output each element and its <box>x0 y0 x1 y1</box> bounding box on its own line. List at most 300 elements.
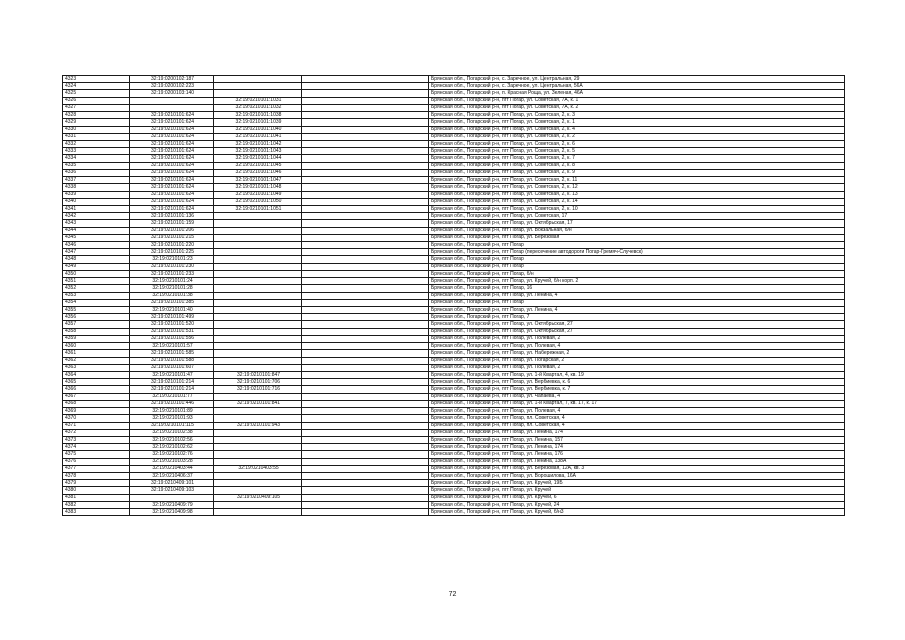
cell-extra-info <box>302 285 429 292</box>
cell-extra-info <box>302 400 429 407</box>
cell-extra-info <box>302 169 429 176</box>
cell-extra-info <box>302 140 429 147</box>
cell-address: Брянская обл., Погарский р-н, пгт Погар, ул. Кручей, 6 <box>429 494 845 501</box>
cell-row-number: 4360 <box>63 343 130 350</box>
table-row <box>63 169 845 176</box>
cell-address: Брянская обл., Погарский р-н, пгт Погар, б/н <box>429 270 845 277</box>
cell-object-number <box>214 299 302 306</box>
table-row <box>63 242 845 249</box>
cell-object-number <box>214 408 302 415</box>
cell-cadastral-number: 32:19:0210101:624 <box>130 140 214 147</box>
cell-row-number: 4366 <box>63 386 130 393</box>
cell-object-number <box>214 458 302 465</box>
cell-row-number: 4342 <box>63 213 130 220</box>
table-row <box>63 415 845 422</box>
table-row <box>63 205 845 212</box>
cell-row-number: 4382 <box>63 501 130 508</box>
cell-address: Брянская обл., Погарский р-н, пгт Погар, ул. Вербиевка, к. 6 <box>429 379 845 386</box>
cell-address: Брянская обл., Погарский р-н, пгт Погар, ул. Советская, 2, к. 3 <box>429 112 845 119</box>
cell-cadastral-number: 32:19:0210409:98 <box>130 509 214 516</box>
cell-row-number: 4345 <box>63 234 130 241</box>
table-row <box>63 112 845 119</box>
cell-address: Брянская обл., Погарский р-н, пгт Погар, ул. Советская, 2, к. 8 <box>429 162 845 169</box>
cell-extra-info <box>302 148 429 155</box>
table-row <box>63 140 845 147</box>
cell-object-number <box>214 270 302 277</box>
cell-cadastral-number: 32:19:0210102:76 <box>130 451 214 458</box>
cell-address: Брянская обл., Погарский р-н, пгт Погар, ул. 1-й Квартал, 7, кв. 17, к. 17 <box>429 400 845 407</box>
table-row <box>63 494 845 501</box>
cell-cadastral-number: 32:19:0210409:103 <box>130 487 214 494</box>
cell-object-number: 32:19:0210101:1039 <box>214 119 302 126</box>
table-row <box>63 155 845 162</box>
table-row <box>63 328 845 335</box>
cell-cadastral-number: 32:19:0210409:101 <box>130 480 214 487</box>
cell-address: Брянская обл., Погарский р-н, пгт Погар <box>429 242 845 249</box>
table-row <box>63 458 845 465</box>
cell-address: Брянская обл., Погарский р-н, пгт Погар, ул. Советская, 2, к. 4 <box>429 126 845 133</box>
cell-address: Брянская обл., Погарский р-н, пгт Погар, ул. Октябрьская, 27 <box>429 321 845 328</box>
cell-object-number <box>214 501 302 508</box>
cell-object-number: 32:19:0210101:1041 <box>214 133 302 140</box>
cell-cadastral-number: 32:19:0210101:624 <box>130 133 214 140</box>
cell-row-number: 4371 <box>63 422 130 429</box>
cell-address: Брянская обл., Погарский р-н, пгт Погар, ул. Набережная, 2 <box>429 350 845 357</box>
table-row <box>63 436 845 443</box>
cell-address: Брянская обл., Погарский р-н, пгт Погар, ул. Советская, 2, к. 12 <box>429 184 845 191</box>
table-row <box>63 177 845 184</box>
cell-extra-info <box>302 198 429 205</box>
cell-cadastral-number: 32:19:0210101:215 <box>130 234 214 241</box>
cell-extra-info <box>302 364 429 371</box>
cell-row-number: 4381 <box>63 494 130 501</box>
table-row <box>63 444 845 451</box>
cell-object-number: 32:19:0210101:841 <box>214 400 302 407</box>
cell-row-number: 4350 <box>63 270 130 277</box>
cell-row-number: 4341 <box>63 205 130 212</box>
table-row <box>63 148 845 155</box>
cell-row-number: 4380 <box>63 487 130 494</box>
cell-cadastral-number: 32:19:0210101:624 <box>130 205 214 212</box>
cell-extra-info <box>302 458 429 465</box>
cell-extra-info <box>302 104 429 111</box>
cell-object-number <box>214 278 302 285</box>
cell-cadastral-number: 32:19:0210101:47 <box>130 371 214 378</box>
table-row <box>63 285 845 292</box>
cell-object-number <box>214 451 302 458</box>
cell-cadastral-number: 32:19:0210101:38 <box>130 292 214 299</box>
cell-object-number <box>214 335 302 342</box>
cell-address: Брянская обл., Погарский р-н, пгт Погар, ул. Кручей, 19Б <box>429 480 845 487</box>
cell-cadastral-number: 32:19:0210101:624 <box>130 184 214 191</box>
cell-cadastral-number: 32:19:0210101:624 <box>130 177 214 184</box>
cell-object-number: 32:19:0210101:1047 <box>214 177 302 184</box>
cell-row-number: 4373 <box>63 436 130 443</box>
cell-object-number <box>214 220 302 227</box>
cell-extra-info <box>302 343 429 350</box>
cell-address: Брянская обл., Погарский р-н, с. Заречное, ул. Центральная, 56А <box>429 83 845 90</box>
cell-cadastral-number: 32:19:0210101:446 <box>130 400 214 407</box>
table-row <box>63 487 845 494</box>
cell-cadastral-number <box>130 494 214 501</box>
cell-address: Брянская обл., Погарский р-н, пгт Погар, ул. Кручей, б/н корп. 2 <box>429 278 845 285</box>
cell-address: Брянская обл., Погарский р-н, пгт Погар, ул. Кручей <box>429 487 845 494</box>
cell-extra-info <box>302 408 429 415</box>
page-number: 72 <box>448 591 457 598</box>
cell-address: Брянская обл., Погарский р-н, пгт Погар, ул. Советская, 2, к. 5 <box>429 148 845 155</box>
cell-cadastral-number: 32:19:0210101:624 <box>130 162 214 169</box>
cell-object-number: 32:19:0210403:55 <box>214 465 302 472</box>
cell-address: Брянская обл., Погарский р-н, пгт Погар, ул. 1-й Квартал, 4, кв. 19 <box>429 371 845 378</box>
cell-extra-info <box>302 307 429 314</box>
cell-row-number: 4351 <box>63 278 130 285</box>
cell-cadastral-number: 32:19:0210101:220 <box>130 242 214 249</box>
cell-object-number: 32:19:0210101:1044 <box>214 155 302 162</box>
cell-row-number: 4376 <box>63 458 130 465</box>
cell-object-number <box>214 256 302 263</box>
cell-cadastral-number <box>130 104 214 111</box>
table-row <box>63 184 845 191</box>
cell-object-number: 32:19:0210101:1046 <box>214 169 302 176</box>
table-row <box>63 191 845 198</box>
registry-table-body <box>63 76 845 516</box>
cell-row-number: 4333 <box>63 148 130 155</box>
table-row <box>63 256 845 263</box>
cell-cadastral-number: 32:19:0210101:624 <box>130 112 214 119</box>
table-row <box>63 270 845 277</box>
cell-cadastral-number: 32:19:0210101:159 <box>130 220 214 227</box>
table-row <box>63 234 845 241</box>
cell-extra-info <box>302 256 429 263</box>
cell-extra-info <box>302 177 429 184</box>
cell-object-number <box>214 307 302 314</box>
table-row <box>63 480 845 487</box>
cell-cadastral-number: 32:19:0210101:624 <box>130 155 214 162</box>
cell-row-number: 4330 <box>63 126 130 133</box>
table-row <box>63 357 845 364</box>
cell-object-number: 32:19:0210101:1050 <box>214 198 302 205</box>
cell-row-number: 4372 <box>63 429 130 436</box>
cell-cadastral-number: 32:19:0210101:89 <box>130 408 214 415</box>
cell-object-number <box>214 227 302 234</box>
cell-object-number <box>214 436 302 443</box>
cell-row-number: 4383 <box>63 509 130 516</box>
cell-extra-info <box>302 213 429 220</box>
cell-object-number <box>214 364 302 371</box>
cell-row-number: 4323 <box>63 76 130 83</box>
table-row <box>63 198 845 205</box>
cell-object-number <box>214 480 302 487</box>
cell-address: Брянская обл., Погарский р-н, пгт Погар, ул. Ленина, 176 <box>429 451 845 458</box>
cell-object-number <box>214 292 302 299</box>
cell-row-number: 4369 <box>63 408 130 415</box>
cell-extra-info <box>302 328 429 335</box>
cell-address: Брянская обл., Погарский р-н, пгт Погар, ул. Октябрьская, 27 <box>429 328 845 335</box>
cell-extra-info <box>302 76 429 83</box>
cell-extra-info <box>302 314 429 321</box>
cell-address: Брянская обл., Погарский р-н, пгт Погар, ул. Полевая, 2 <box>429 335 845 342</box>
cell-address: Брянская обл., Погарский р-н, пгт Погар, ул. Вербиевка, к. 7 <box>429 386 845 393</box>
cell-cadastral-number: 32:19:0210101:624 <box>130 119 214 126</box>
table-row <box>63 292 845 299</box>
cell-object-number <box>214 213 302 220</box>
cell-address: Брянская обл., Погарский р-н, пгт Погар, ул. Ленина, 4 <box>429 307 845 314</box>
cell-object-number <box>214 242 302 249</box>
cell-cadastral-number: 32:19:0210101:520 <box>130 321 214 328</box>
cell-object-number <box>214 234 302 241</box>
table-row <box>63 314 845 321</box>
cell-cadastral-number: 32:19:0210403:44 <box>130 465 214 472</box>
table-row <box>63 509 845 516</box>
cell-row-number: 4329 <box>63 119 130 126</box>
cell-row-number: 4349 <box>63 263 130 270</box>
cell-cadastral-number: 32:19:0210101:206 <box>130 227 214 234</box>
cell-row-number: 4324 <box>63 83 130 90</box>
cell-address: Брянская обл., Погарский р-н, пгт Погар, ул. Березовая <box>429 234 845 241</box>
cell-cadastral-number: 32:19:0210101:233 <box>130 270 214 277</box>
cell-row-number: 4347 <box>63 249 130 256</box>
cell-cadastral-number: 32:19:0210101:40 <box>130 307 214 314</box>
cell-address: Брянская обл., Погарский р-н, пгт Погар, ул. Советская, 2, к. 13 <box>429 191 845 198</box>
cell-extra-info <box>302 444 429 451</box>
cell-cadastral-number: 32:19:0210102:38 <box>130 429 214 436</box>
cell-row-number: 4367 <box>63 393 130 400</box>
cell-object-number <box>214 429 302 436</box>
cell-extra-info <box>302 480 429 487</box>
cell-extra-info <box>302 465 429 472</box>
cell-row-number: 4355 <box>63 307 130 314</box>
cell-row-number: 4348 <box>63 256 130 263</box>
cell-cadastral-number: 32:19:0200102:187 <box>130 76 214 83</box>
cell-address: Брянская обл., Погарский р-н, пгт Погар, ул. Чапаева, 4 <box>429 393 845 400</box>
cell-cadastral-number: 32:19:0210101:77 <box>130 393 214 400</box>
cell-object-number <box>214 393 302 400</box>
cell-row-number: 4352 <box>63 285 130 292</box>
cell-row-number: 4335 <box>63 162 130 169</box>
cell-cadastral-number: 32:19:0210101:624 <box>130 198 214 205</box>
cell-row-number: 4328 <box>63 112 130 119</box>
cell-extra-info <box>302 133 429 140</box>
table-row <box>63 104 845 111</box>
cell-extra-info <box>302 379 429 386</box>
table-row <box>63 227 845 234</box>
table-row <box>63 213 845 220</box>
table-row <box>63 83 845 90</box>
cell-extra-info <box>302 191 429 198</box>
cell-row-number: 4378 <box>63 473 130 480</box>
cell-extra-info <box>302 494 429 501</box>
cell-cadastral-number: 32:19:0210101:624 <box>130 169 214 176</box>
cell-cadastral-number: 32:19:0210101:93 <box>130 415 214 422</box>
cell-row-number: 4374 <box>63 444 130 451</box>
cell-extra-info <box>302 422 429 429</box>
cell-row-number: 4368 <box>63 400 130 407</box>
cell-extra-info <box>302 321 429 328</box>
cell-extra-info <box>302 234 429 241</box>
cell-row-number: 4334 <box>63 155 130 162</box>
table-row <box>63 249 845 256</box>
cell-cadastral-number: 32:19:0210103:28 <box>130 458 214 465</box>
cell-address: Брянская обл., Погарский р-н, пгт Погар, ул. Ленина, 174 <box>429 429 845 436</box>
cell-object-number: 32:19:0210101:1043 <box>214 148 302 155</box>
table-row <box>63 76 845 83</box>
cell-cadastral-number: 32:19:0210101:624 <box>130 126 214 133</box>
cell-row-number: 4327 <box>63 104 130 111</box>
cell-address: Брянская обл., Погарский р-н, пгт Погар, ул. Советская, 2, к. 11 <box>429 177 845 184</box>
cell-row-number: 4339 <box>63 191 130 198</box>
cell-extra-info <box>302 162 429 169</box>
cell-extra-info <box>302 501 429 508</box>
table-row <box>63 220 845 227</box>
cell-extra-info <box>302 263 429 270</box>
cell-object-number <box>214 415 302 422</box>
cell-row-number: 4370 <box>63 415 130 422</box>
cell-object-number <box>214 487 302 494</box>
cell-extra-info <box>302 155 429 162</box>
table-row <box>63 371 845 378</box>
cell-address: Брянская обл., Погарский р-н, пгт Погар, ул. Ленина, 138А <box>429 458 845 465</box>
cell-cadastral-number: 32:19:0210101:23 <box>130 256 214 263</box>
table-row <box>63 97 845 104</box>
cell-row-number: 4331 <box>63 133 130 140</box>
cell-row-number: 4344 <box>63 227 130 234</box>
cell-object-number: 32:19:0210101:1042 <box>214 140 302 147</box>
cell-address: Брянская обл., Погарский р-н, пгт Погар, ул. Советская, 17 <box>429 213 845 220</box>
cell-row-number: 4354 <box>63 299 130 306</box>
table-row <box>63 350 845 357</box>
cell-object-number: 32:19:0210101:1045 <box>214 162 302 169</box>
cell-extra-info <box>302 429 429 436</box>
cell-extra-info <box>302 270 429 277</box>
cell-row-number: 4364 <box>63 371 130 378</box>
cell-cadastral-number: 32:19:0210101:28 <box>130 285 214 292</box>
cell-row-number: 4343 <box>63 220 130 227</box>
cell-extra-info <box>302 386 429 393</box>
cell-object-number <box>214 509 302 516</box>
cell-extra-info <box>302 242 429 249</box>
table-row <box>63 126 845 133</box>
cell-row-number: 4375 <box>63 451 130 458</box>
cell-address: Брянская обл., Погарский р-н, пгт Погар, ул. Вокзальная, б/н <box>429 227 845 234</box>
cell-row-number: 4363 <box>63 364 130 371</box>
cell-address: Брянская обл., Погарский р-н, пгт Погар, ул. Советская, 2, к. 1 <box>429 119 845 126</box>
table-row <box>63 278 845 285</box>
cell-row-number: 4377 <box>63 465 130 472</box>
cell-address: Брянская обл., Погарский р-н, пгт Погар, ул. Полевая, 4 <box>429 343 845 350</box>
cell-cadastral-number: 32:19:0210101:115 <box>130 422 214 429</box>
cell-address: Брянская обл., Погарский р-н, пгт Погар, 7 <box>429 314 845 321</box>
cell-extra-info <box>302 350 429 357</box>
cell-extra-info <box>302 393 429 400</box>
cell-address: Брянская обл., Погарский р-н, пгт Погар, ул. Кручей, б/н3 <box>429 509 845 516</box>
cell-cadastral-number: 32:19:0210406:37 <box>130 473 214 480</box>
table-row <box>63 408 845 415</box>
cell-address: Брянская обл., Погарский р-н, пгт Погар, ул. Полевая, 4 <box>429 408 845 415</box>
cell-extra-info <box>302 220 429 227</box>
cell-object-number <box>214 90 302 97</box>
table-row <box>63 299 845 306</box>
cell-cadastral-number: 32:19:0210101:499 <box>130 314 214 321</box>
cell-address: Брянская обл., Погарский р-н, пгт Погар, ул. Советская, 7А, к. 2 <box>429 104 845 111</box>
cell-address: Брянская обл., Погарский р-н, пгт Погар, ул. Ленина, 174 <box>429 444 845 451</box>
cell-address: Брянская обл., Погарский р-н, пгт Погар, ул. Ворошилова, 16А <box>429 473 845 480</box>
cell-address: Брянская обл., Погарский р-н, пгт Погар <box>429 256 845 263</box>
cell-row-number: 4356 <box>63 314 130 321</box>
cell-address: Брянская обл., Погарский р-н, пгт Погар, ул. Ленина, 157 <box>429 436 845 443</box>
cell-cadastral-number: 32:19:0210102:56 <box>130 436 214 443</box>
cell-extra-info <box>302 278 429 285</box>
cell-cadastral-number <box>130 97 214 104</box>
cell-extra-info <box>302 292 429 299</box>
cell-extra-info <box>302 184 429 191</box>
cell-extra-info <box>302 451 429 458</box>
cell-address: Брянская обл., Погарский р-н, п. Красная Роща, ул. Зеленая, 46А <box>429 90 845 97</box>
cell-address: Брянская обл., Погарский р-н, пгт Погар, ул. Погарская, 2 <box>429 357 845 364</box>
cell-extra-info <box>302 97 429 104</box>
cell-cadastral-number: 32:19:0210101:214 <box>130 386 214 393</box>
cell-cadastral-number: 32:19:0210102:62 <box>130 444 214 451</box>
cell-row-number: 4353 <box>63 292 130 299</box>
cell-extra-info <box>302 83 429 90</box>
cell-address: Брянская обл., Погарский р-н, пгт Погар, ул. Октябрьская, 17 <box>429 220 845 227</box>
table-row <box>63 343 845 350</box>
cell-cadastral-number: 32:19:0210101:607 <box>130 364 214 371</box>
table-row <box>63 393 845 400</box>
registry-table <box>62 75 845 516</box>
cell-object-number: 32:19:0210101:1031 <box>214 97 302 104</box>
cell-address: Брянская обл., Погарский р-н, пгт Погар, ул. Советская, 7А, к. 1 <box>429 97 845 104</box>
table-row <box>63 501 845 508</box>
cell-object-number: 32:19:0210101:1040 <box>214 126 302 133</box>
cell-row-number: 4332 <box>63 140 130 147</box>
table-row <box>63 422 845 429</box>
cell-cadastral-number: 32:19:0210101:24 <box>130 278 214 285</box>
table-row <box>63 321 845 328</box>
cell-extra-info <box>302 126 429 133</box>
table-row <box>63 451 845 458</box>
table-row <box>63 307 845 314</box>
cell-object-number <box>214 328 302 335</box>
cell-row-number: 4357 <box>63 321 130 328</box>
registry-table-container <box>62 75 845 516</box>
cell-object-number <box>214 343 302 350</box>
cell-object-number <box>214 350 302 357</box>
table-row <box>63 119 845 126</box>
cell-object-number <box>214 285 302 292</box>
cell-cadastral-number: 32:19:0200103:140 <box>130 90 214 97</box>
cell-address: Брянская обл., Погарский р-н, с. Заречное, ул. Центральная, 29 <box>429 76 845 83</box>
cell-extra-info <box>302 357 429 364</box>
cell-object-number <box>214 473 302 480</box>
cell-cadastral-number: 32:19:0210101:385 <box>130 299 214 306</box>
cell-address: Брянская обл., Погарский р-н, пгт Погар, ул. Советская, 2, к. 2 <box>429 133 845 140</box>
cell-cadastral-number: 32:19:0210101:588 <box>130 357 214 364</box>
cell-object-number: 32:19:0210101:847 <box>214 371 302 378</box>
cell-object-number <box>214 83 302 90</box>
cell-extra-info <box>302 487 429 494</box>
cell-row-number: 4361 <box>63 350 130 357</box>
cell-cadastral-number: 32:19:0210101:230 <box>130 263 214 270</box>
cell-object-number <box>214 444 302 451</box>
table-row <box>63 263 845 270</box>
cell-object-number <box>214 263 302 270</box>
cell-address: Брянская обл., Погарский р-н, пгт Погар, ул. Ленина, 4 <box>429 292 845 299</box>
cell-extra-info <box>302 227 429 234</box>
cell-row-number: 4379 <box>63 480 130 487</box>
cell-address: Брянская обл., Погарский р-н, пгт Погар, ул. Советская, 2, к. 10 <box>429 205 845 212</box>
cell-address: Брянская обл., Погарский р-н, пгт Погар (пересечение автодороги Погар-Гремяч-Случевск) <box>429 249 845 256</box>
cell-cadastral-number: 32:19:0210101:556 <box>130 335 214 342</box>
